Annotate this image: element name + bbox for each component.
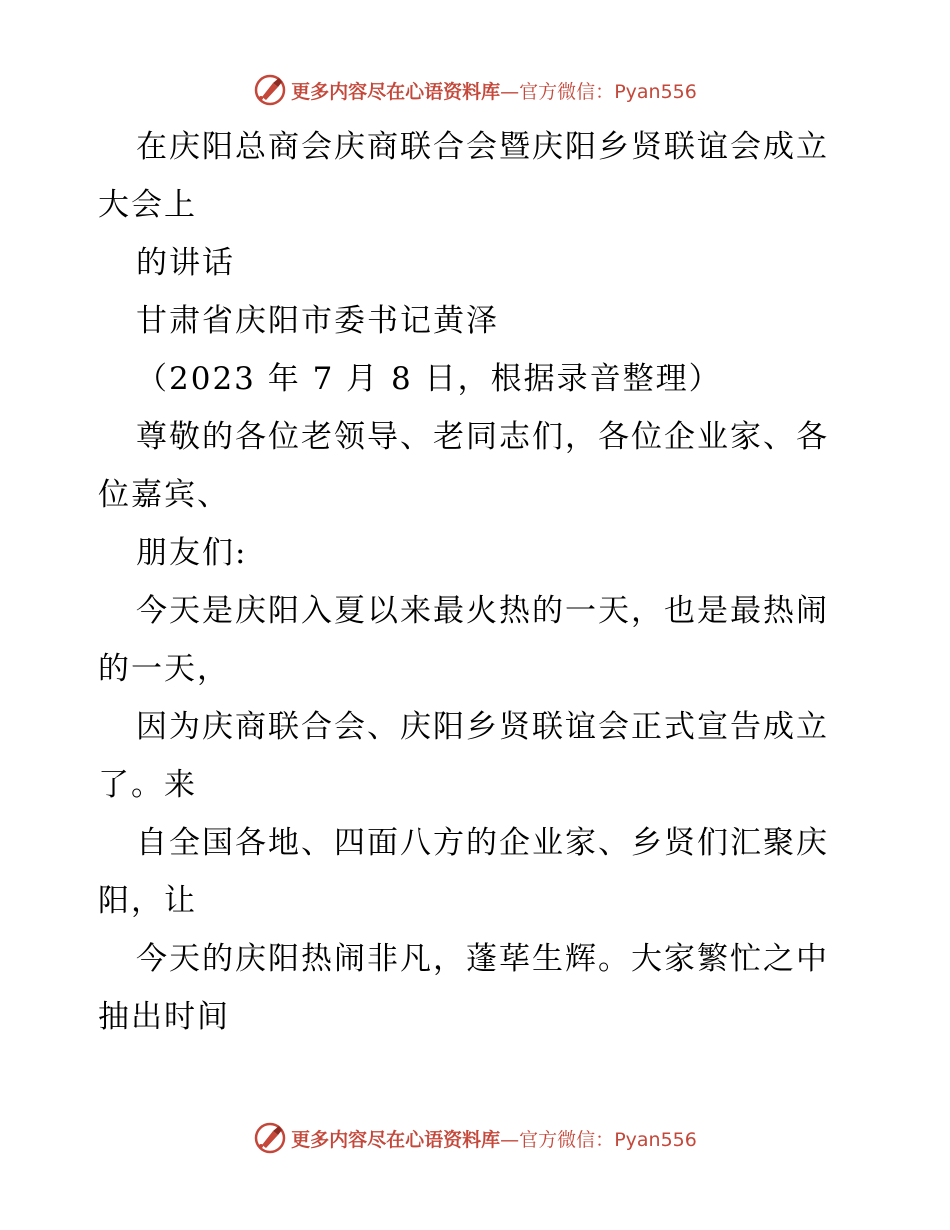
banner-wechat-label: 官方微信： <box>519 1128 615 1151</box>
footer-watermark-banner <box>0 1118 950 1158</box>
text-line: 大会上 <box>98 187 197 223</box>
banner-wechat-label: 官方微信： <box>519 80 615 103</box>
text-line: 位嘉宾、 <box>98 477 230 513</box>
text-line: 尊敬的各位老领导、老同志们，各位企业家、各 <box>136 419 829 455</box>
document-body <box>98 118 858 1046</box>
text-line: 阳，让 <box>98 883 197 919</box>
text-line: （2023 年 7 月 8 日，根据录音整理） <box>136 361 722 397</box>
text-line: 了。来 <box>98 767 197 803</box>
text-line: 今天的庆阳热闹非凡，蓬荜生辉。大家繁忙之中 <box>136 941 829 977</box>
header-watermark-banner <box>0 70 950 110</box>
text-line: 的讲话 <box>136 245 235 281</box>
banner-separator: — <box>500 1128 520 1151</box>
banner-library-text: 更多内容尽在心语资料库 <box>291 80 501 103</box>
banner-text <box>291 1125 697 1152</box>
banner-wechat-id: Pyan556 <box>614 1128 697 1151</box>
banner-wechat-id: Pyan556 <box>614 80 697 103</box>
text-line: 因为庆商联合会、庆阳乡贤联谊会正式宣告成立 <box>136 709 829 745</box>
text-line: 的一天， <box>98 651 230 687</box>
banner-text <box>291 77 697 104</box>
text-line: 今天是庆阳入夏以来最火热的一天，也是最热闹 <box>136 593 829 629</box>
text-line: 在庆阳总商会庆商联合会暨庆阳乡贤联谊会成立 <box>136 129 829 165</box>
text-line: 自全国各地、四面八方的企业家、乡贤们汇聚庆 <box>136 825 829 861</box>
pen-nib-logo-icon <box>253 73 287 107</box>
banner-separator: — <box>500 80 520 103</box>
pen-nib-logo-icon <box>253 1121 287 1155</box>
text-line: 抽出时间 <box>98 999 230 1035</box>
banner-library-text: 更多内容尽在心语资料库 <box>291 1128 501 1151</box>
text-line: 甘肃省庆阳市委书记黄泽 <box>136 303 499 339</box>
text-line: 朋友们: <box>136 535 248 571</box>
